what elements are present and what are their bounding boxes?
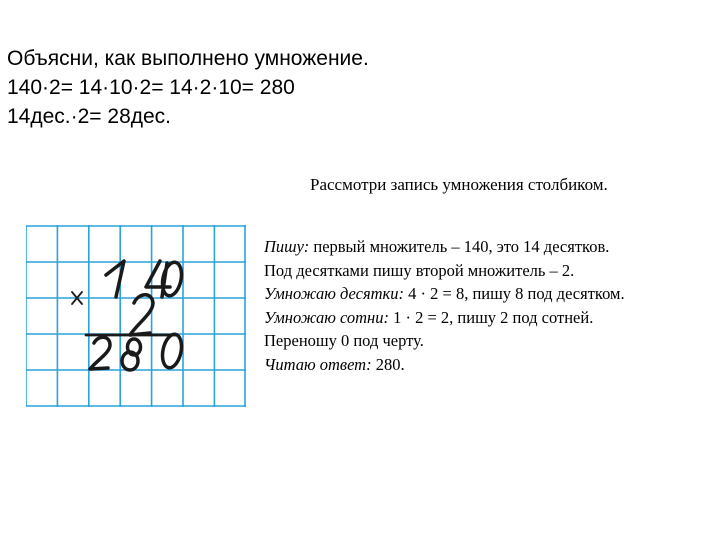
- intro-question: Объясни, как выполнено умножение.: [7, 47, 369, 70]
- column-multiplication: [26, 225, 246, 407]
- grid-lines: [26, 225, 246, 407]
- explanation-block: [264, 235, 625, 376]
- digit-0-result: [160, 333, 185, 370]
- subtitle: Рассмотри запись умножения столбиком.: [310, 175, 608, 194]
- intro-expansion: 140·2= 14·10·2= 14·2·10= 280: [7, 76, 295, 99]
- step-2: Под десятками пишу второй множитель – 2.: [264, 260, 575, 280]
- digit-0-top: [160, 261, 185, 298]
- digit-2-result: [90, 337, 110, 369]
- step-1: Пишу: первый множитель – 140, это 14 десятков.: [264, 237, 610, 256]
- step-6: Читаю ответ: 280.: [264, 354, 405, 374]
- digit-1: [106, 261, 124, 297]
- notebook-grid: [26, 225, 246, 407]
- intro-tens: 14дес.·2= 28дес.: [7, 105, 172, 128]
- step-4: Умножаю сотни: 1 · 2 = 2, пишу 2 под сотней.: [264, 307, 594, 327]
- intro-block: [7, 44, 369, 131]
- step-3: Умножаю десятки: 4 · 2 = 8, пишу 8 под десятком.: [264, 284, 625, 303]
- digit-2-multiplier: [130, 295, 153, 335]
- step-5: Переношу 0 под черту.: [264, 331, 424, 350]
